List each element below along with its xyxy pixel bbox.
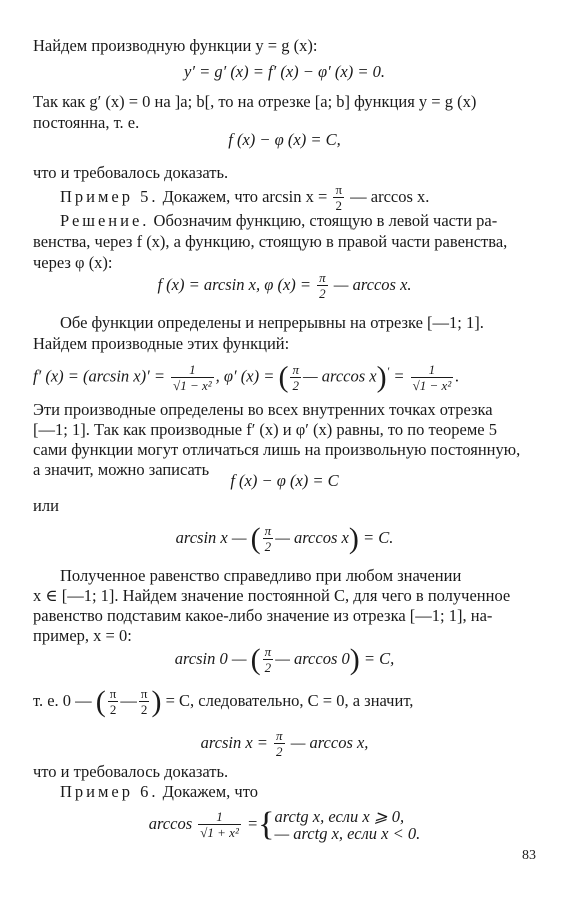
text-line: через φ (x):: [33, 253, 113, 272]
text-line: пример, x = 0:: [33, 626, 132, 645]
text-line: а значит, можно записать: [33, 460, 210, 479]
equation-5: f (x) − φ (x) = C: [230, 471, 339, 490]
solution-line: Решение. Обозначим функцию, стоящую в левой части ра-: [60, 211, 498, 230]
example-6-line: Пример 6. Докажем, что: [60, 782, 258, 801]
text-line: венства, через f (x), а функцию, стоящую в правой части равенства,: [33, 232, 508, 251]
equation-9: arccos $\frac{1}{\text{√1 + x²}}$ ={ arctg x, если x ⩾ 0, — arctg x, если x < 0.: [148, 806, 421, 843]
text-line: x ∈ [—1; 1]. Найдем значение постоянной C, для чего в полученное: [33, 586, 511, 605]
example-label: Пример 6.: [60, 782, 159, 801]
equation-6: arcsin x — ( $\frac{\pi}{2}$ — arccos x) = C.: [175, 522, 394, 555]
text-line: или: [33, 496, 59, 515]
text-line: что и требовалось доказать.: [33, 163, 229, 182]
text-line: Эти производные определены во всех внутренних точках отрезка: [33, 400, 493, 419]
example-text: — arccos x.: [350, 186, 430, 206]
text-line: что и требовалось доказать.: [33, 762, 229, 781]
text-line: Так как g′ (x) = 0 на ]a; b[, то на отрезке [a; b] функция y = g (x): [33, 92, 477, 111]
equation-1: y′ = g′ (x) = f′ (x) − φ′ (x) = 0.: [184, 62, 385, 81]
equation-3: f (x) = arcsin x, φ (x) = $\frac{\pi}{2}$ — arccos x.: [157, 270, 412, 301]
solution-label: Решение.: [60, 211, 150, 230]
equation-8: arcsin x = $\frac{\pi}{2}$ — arccos x,: [200, 728, 369, 759]
equation-7: arcsin 0 — ( $\frac{\pi}{2}$ — arccos 0) = C,: [174, 643, 395, 676]
text-line: сами функции могут отличаться лишь на произвольную постоянную,: [33, 440, 521, 459]
text-line: Полученное равенство справедливо при любом значении: [60, 566, 462, 585]
page-number: 83: [522, 848, 536, 863]
equation-2: f (x) − φ (x) = C,: [228, 130, 341, 149]
text-line: равенство подставим какое-либо значение из отрезка [—1; 1], на-: [33, 606, 493, 625]
example-label: Пример 5.: [60, 186, 159, 206]
text-line: Обе функции определены и непрерывны на отрезке [—1; 1].: [60, 313, 484, 332]
fraction: $\frac{\pi}{2}$: [335, 182, 343, 213]
text-line: Найдем производные этих функций:: [33, 334, 290, 353]
equation-4: f′ (x) = (arcsin x)′ = $\frac{1}{\text{√1 − x²}}$ , φ′ (x) = ( $\frac{\pi}{2}$ — arccos x)′ = $\frac{1}{\text{√1 − x²}}$ .: [33, 360, 460, 394]
text-line: т. е. 0 — ( $\frac{\pi}{2}$ — $\frac{\pi}{2}$ ) = C, следовательно, C = 0, а значит,: [33, 685, 414, 718]
text-line: Найдем производную функции y = g (x):: [33, 36, 318, 55]
text-line: [—1; 1]. Так как производные f′ (x) и φ′ (x) равны, то по теореме 5: [33, 420, 497, 439]
example-5-line: [60, 183, 429, 213]
text-line: постоянна, т. е.: [33, 113, 140, 132]
example-text: Докажем, что arcsin x =: [162, 186, 328, 206]
